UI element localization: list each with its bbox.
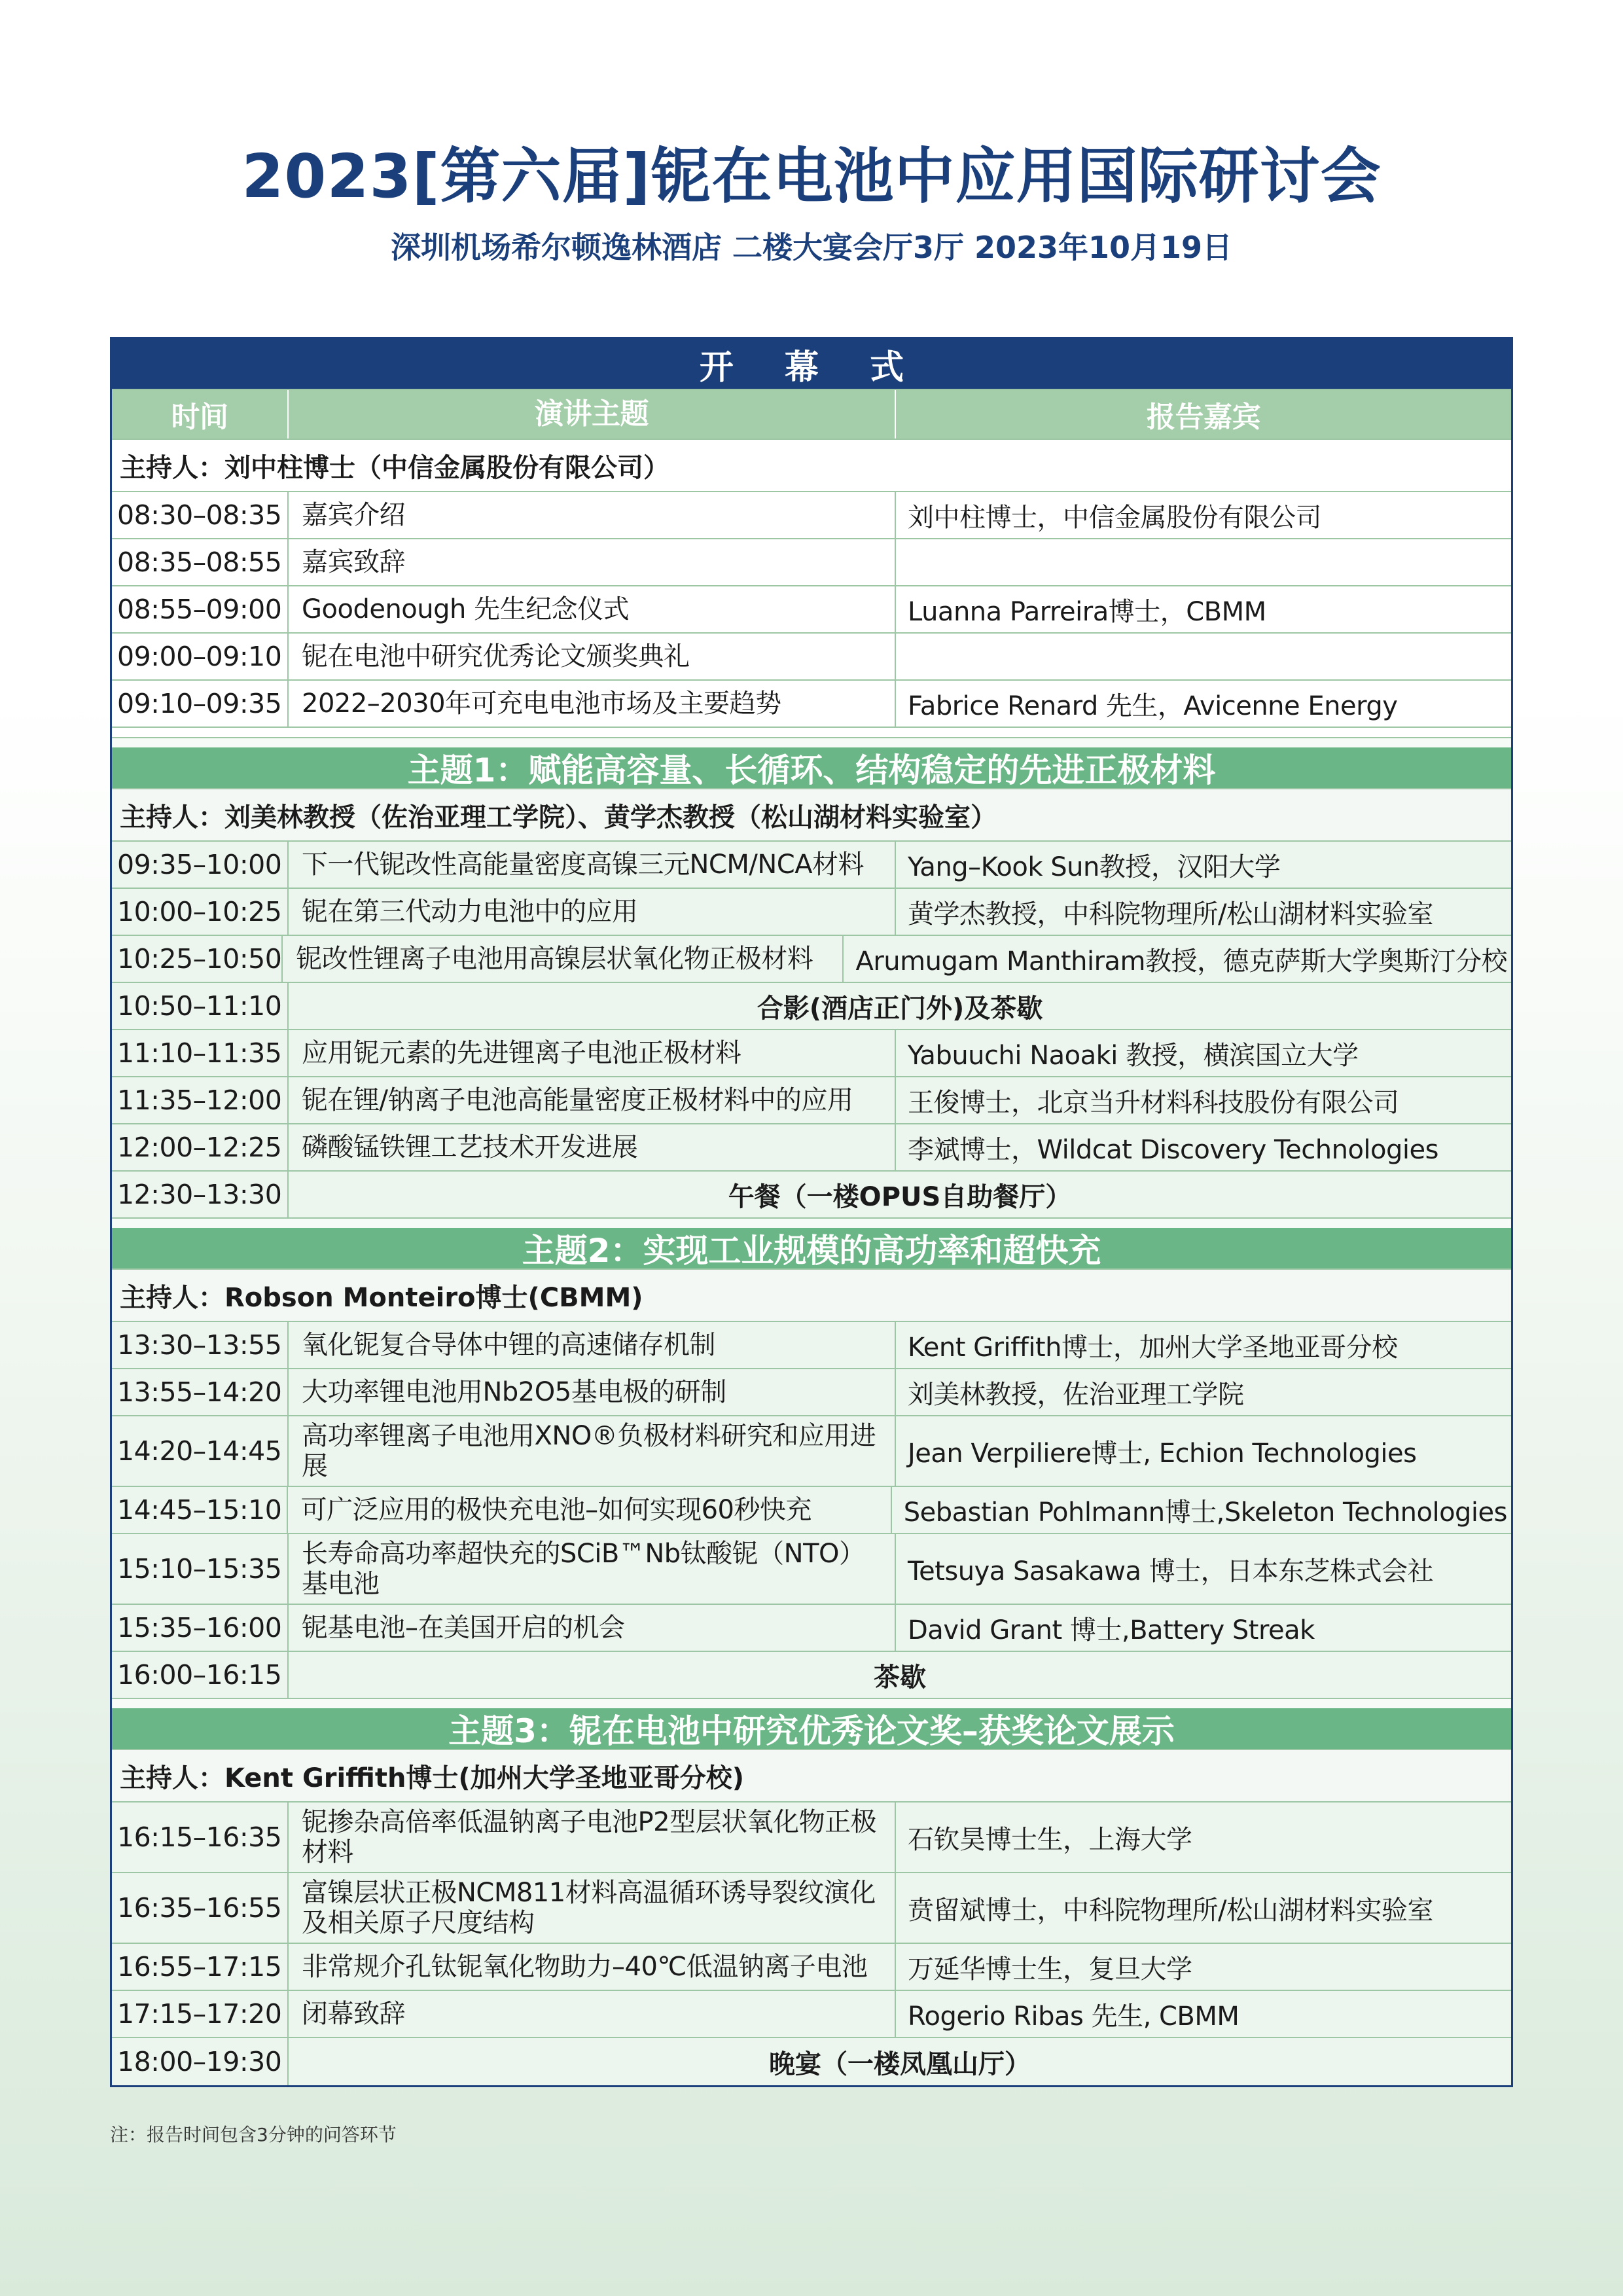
table-row	[112, 1369, 1511, 1416]
time-cell: 08:30–08:35	[112, 492, 289, 538]
topic-cell: 铌改性锂离子电池用高镍层状氧化物正极材料	[283, 936, 844, 982]
table-row	[112, 586, 1511, 634]
table-row	[112, 2038, 1511, 2085]
topic-cell: 长寿命高功率超快充的SCiB™Nb钛酸铌（NTO）基电池	[289, 1534, 896, 1604]
opening-ceremony-header: 开 幕 式	[112, 339, 1511, 390]
table-row	[112, 983, 1511, 1030]
time-cell: 14:45–15:10	[112, 1487, 288, 1533]
time-cell: 14:20–14:45	[112, 1416, 289, 1486]
page-title: 2023[第六届]铌在电池中应用国际研讨会	[241, 141, 1382, 211]
theme-header: 主题1：赋能高容量、长循环、结构稳定的先进正极材料	[112, 738, 1511, 789]
time-cell: 18:00–19:30	[112, 2038, 289, 2085]
section-spacer	[112, 728, 1511, 738]
time-cell: 15:10–15:35	[112, 1534, 289, 1604]
host-line: 主持人：Kent Griffith博士(加州大学圣地亚哥分校)	[112, 1750, 1511, 1803]
speaker-cell: Yang–Kook Sun教授，汉阳大学	[908, 852, 1281, 882]
time-cell: 08:35–08:55	[112, 539, 289, 585]
speaker-cell: 贲留斌博士，中科院物理所/松山湖材料实验室	[908, 1895, 1433, 1926]
speaker-cell: Arumugam Manthiram教授，德克萨斯大学奥斯汀分校	[855, 946, 1507, 977]
table-row	[112, 1944, 1511, 1991]
topic-cell: 闭幕致辞	[289, 1991, 896, 2037]
time-cell: 10:25–10:50	[112, 936, 283, 982]
speaker-cell: 石钦昊博士生，上海大学	[908, 1824, 1192, 1855]
time-cell: 16:15–16:35	[112, 1803, 289, 1872]
topic-cell: 氧化铌复合导体中锂的高速储存机制	[289, 1322, 896, 1368]
time-cell: 15:35–16:00	[112, 1605, 289, 1651]
topic-cell: 嘉宾致辞	[289, 539, 896, 585]
speaker-cell: Jean Verpiliere博士, Echion Technologies	[908, 1438, 1417, 1469]
speaker-cell: Sebastian Pohlmann博士,Skeleton Technologies	[903, 1497, 1507, 1528]
footnote: 注：报告时间包含3分钟的问答环节	[110, 2124, 397, 2145]
speaker-cell	[896, 539, 1511, 585]
table-row	[112, 1077, 1511, 1124]
table-row	[112, 1652, 1511, 1699]
speaker-cell: Kent Griffith博士，加州大学圣地亚哥分校	[908, 1332, 1398, 1363]
table-row	[112, 1322, 1511, 1369]
topic-cell: 铌在电池中研究优秀论文颁奖典礼	[289, 634, 896, 679]
table-row	[112, 681, 1511, 728]
table-row	[112, 1605, 1511, 1652]
time-cell: 17:15–17:20	[112, 1991, 289, 2037]
time-cell: 12:30–13:30	[112, 1172, 289, 1217]
column-header-topic: 演讲主题	[289, 390, 896, 439]
table-row	[112, 1124, 1511, 1172]
table-row	[112, 492, 1511, 539]
table-row	[112, 1416, 1511, 1487]
time-cell: 08:55–09:00	[112, 586, 289, 632]
table-row	[112, 889, 1511, 936]
topic-cell: 铌在第三代动力电池中的应用	[289, 889, 896, 935]
topic-cell: Goodenough 先生纪念仪式	[289, 586, 896, 632]
break-cell: 茶歇	[874, 1662, 926, 1693]
table-row	[112, 634, 1511, 681]
topic-cell: 铌掺杂高倍率低温钠离子电池P2型层状氧化物正极材料	[289, 1803, 896, 1872]
topic-cell: 富镍层状正极NCM811材料高温循环诱导裂纹演化及相关原子尺度结构	[289, 1873, 896, 1943]
column-header-row	[112, 390, 1511, 440]
time-cell: 13:55–14:20	[112, 1369, 289, 1415]
break-cell: 晚宴（一楼凤凰山厅）	[769, 2049, 1031, 2079]
speaker-cell: 李斌博士，Wildcat Discovery Technologies	[908, 1134, 1438, 1165]
topic-cell: 2022–2030年可充电电池市场及主要趋势	[289, 681, 896, 726]
time-cell: 10:00–10:25	[112, 889, 289, 935]
theme-header: 主题3：铌在电池中研究优秀论文奖–获奖论文展示	[112, 1699, 1511, 1750]
speaker-cell: 黄学杰教授，中科院物理所/松山湖材料实验室	[908, 899, 1433, 929]
time-cell: 12:00–12:25	[112, 1124, 289, 1170]
speaker-cell: 王俊博士，北京当升材料科技股份有限公司	[908, 1087, 1399, 1118]
topic-cell: 铌在锂/钠离子电池高能量密度正极材料中的应用	[289, 1077, 896, 1123]
event-venue-date: 深圳机场希尔顿逸林酒店 二楼大宴会厅3厅 2023年10月19日	[390, 230, 1233, 265]
time-cell: 16:35–16:55	[112, 1873, 289, 1943]
time-cell: 09:00–09:10	[112, 634, 289, 679]
speaker-cell: Yabuuchi Naoaki 教授，横滨国立大学	[908, 1040, 1359, 1071]
topic-cell: 高功率锂离子电池用XNO®负极材料研究和应用进展	[289, 1416, 896, 1486]
table-row	[112, 936, 1511, 983]
table-row	[112, 1991, 1511, 2038]
speaker-cell: Fabrice Renard 先生，Avicenne Energy	[908, 691, 1398, 721]
speaker-cell: Tetsuya Sasakawa 博士，日本东芝株式会社	[908, 1556, 1434, 1587]
table-row	[112, 1487, 1511, 1534]
speaker-cell: 万延华博士生，复旦大学	[908, 1954, 1192, 1984]
break-cell: 午餐（一楼OPUS自助餐厅）	[728, 1181, 1072, 1212]
time-cell: 16:00–16:15	[112, 1652, 289, 1698]
topic-cell: 铌基电池–在美国开启的机会	[289, 1605, 896, 1651]
topic-cell: 可广泛应用的极快充电池–如何实现60秒快充	[288, 1487, 892, 1533]
time-cell: 16:55–17:15	[112, 1944, 289, 1990]
time-cell: 10:50–11:10	[112, 983, 289, 1029]
speaker-cell: 刘中柱博士，中信金属股份有限公司	[908, 502, 1321, 533]
speaker-cell: Rogerio Ribas 先生, CBMM	[908, 2001, 1240, 2032]
column-header-speaker: 报告嘉宾	[1147, 401, 1260, 434]
speaker-cell: David Grant 博士,Battery Streak	[908, 1615, 1315, 1645]
table-row	[112, 1803, 1511, 1873]
time-cell: 09:35–10:00	[112, 842, 289, 888]
topic-cell: 大功率锂电池用Nb2O5基电极的研制	[289, 1369, 896, 1415]
table-row	[112, 1873, 1511, 1944]
agenda-body	[112, 440, 1511, 2085]
time-cell: 09:10–09:35	[112, 681, 289, 726]
topic-cell: 非常规介孔钛铌氧化物助力–40℃低温钠离子电池	[289, 1944, 896, 1990]
time-cell: 13:30–13:55	[112, 1322, 289, 1368]
speaker-cell: Luanna Parreira博士，CBMM	[908, 596, 1266, 627]
topic-cell: 应用铌元素的先进锂离子电池正极材料	[289, 1030, 896, 1076]
table-row	[112, 1534, 1511, 1605]
time-cell: 11:35–12:00	[112, 1077, 289, 1123]
theme-header: 主题2：实现工业规模的高功率和超快充	[112, 1219, 1511, 1270]
break-cell: 合影(酒店正门外)及茶歇	[757, 993, 1043, 1024]
speaker-cell: 刘美林教授，佐治亚理工学院	[908, 1379, 1244, 1410]
host-line: 主持人：刘美林教授（佐治亚理工学院）、黄学杰教授（松山湖材料实验室）	[112, 789, 1511, 842]
table-row	[112, 842, 1511, 889]
table-row	[112, 1172, 1511, 1219]
host-line: 主持人：Robson Monteiro博士(CBMM)	[112, 1270, 1511, 1322]
agenda-table	[110, 337, 1513, 2087]
table-row	[112, 1030, 1511, 1077]
topic-cell: 下一代铌改性高能量密度高镍三元NCM/NCA材料	[289, 842, 896, 888]
topic-cell: 磷酸锰铁锂工艺技术开发进展	[289, 1124, 896, 1170]
time-cell: 11:10–11:35	[112, 1030, 289, 1076]
page-header	[0, 134, 1623, 270]
table-row	[112, 539, 1511, 586]
topic-cell: 嘉宾介绍	[289, 492, 896, 538]
column-header-time: 时间	[112, 390, 289, 439]
host-line: 主持人：刘中柱博士（中信金属股份有限公司）	[112, 440, 1511, 492]
speaker-cell	[896, 634, 1511, 679]
